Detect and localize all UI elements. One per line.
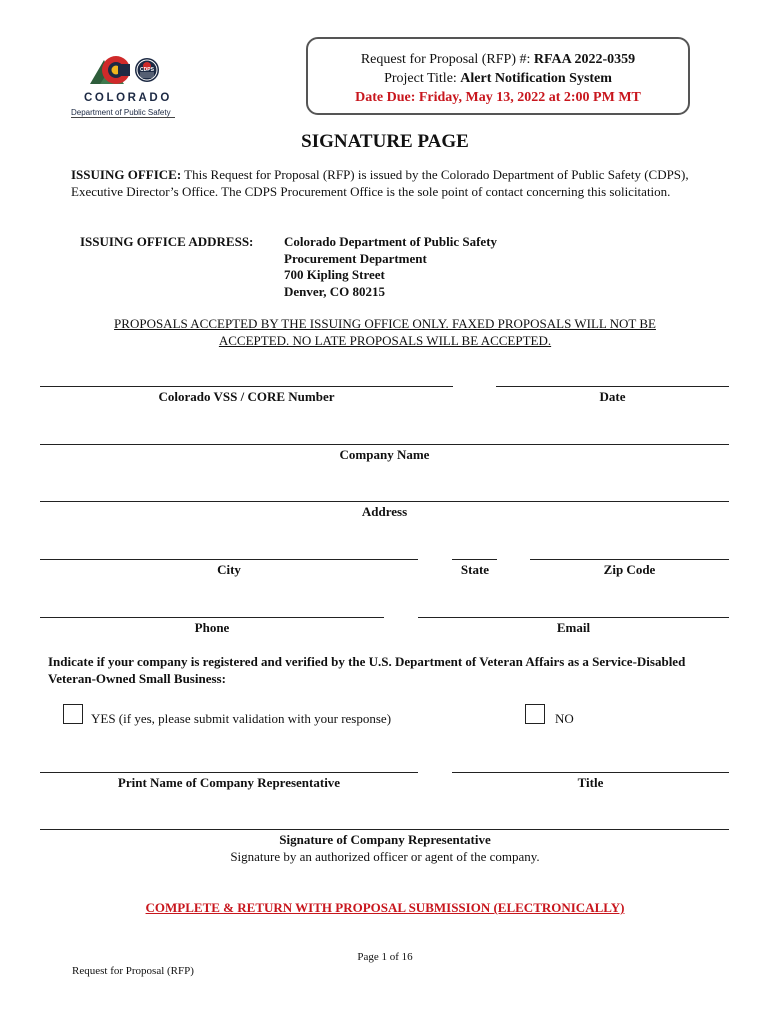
no-option-label: NO	[555, 711, 574, 726]
signature-label: Signature of Company Representative	[279, 832, 491, 847]
colorado-cdps-logo	[70, 50, 192, 122]
rfp-number-line	[308, 50, 688, 69]
phone-field[interactable]	[40, 617, 384, 618]
date-field[interactable]	[496, 386, 729, 387]
print-name-label: Print Name of Company Representative	[117, 775, 341, 790]
veteran-question: Indicate if your company is registered and verified by the U.S. Department of Veteran Affairs as a Service-Disabled Veteran-Owned Small Business:	[48, 654, 686, 686]
due-date: Date Due: Friday, May 13, 2022 at 2:00 PM MT	[355, 90, 641, 105]
notice-line: PROPOSALS ACCEPTED BY THE ISSUING OFFICE ONLY. FAXED PROPOSALS WILL NOT BE	[114, 316, 656, 331]
submission-notice	[0, 316, 770, 349]
address-line: Denver, CO 80215	[284, 283, 385, 299]
return-instruction: COMPLETE & RETURN WITH PROPOSAL SUBMISSION (ELECTRONICALLY)	[145, 900, 625, 915]
address-line: Colorado Department of Public Safety	[284, 234, 498, 249]
rfp-number: RFAA 2022-0359	[533, 52, 636, 67]
logo-department: Department of Public Safety	[71, 108, 175, 118]
company-name-label: Company Name	[339, 447, 430, 462]
print-name-field[interactable]	[40, 772, 418, 773]
address-field[interactable]	[40, 501, 729, 502]
issuing-address	[284, 234, 497, 300]
company-name-field[interactable]	[40, 444, 729, 445]
email-field[interactable]	[418, 617, 729, 618]
city-field[interactable]	[40, 559, 418, 560]
issuing-office-text: This Request for Proposal (RFP) is issued by the Colorado Department of Public Safety (CDPS), Executive Director’s Office. The CDPS Procurement Office is the sole point of contact concerning this solicitation.	[71, 167, 689, 199]
notice-line: ACCEPTED. NO LATE PROPOSALS WILL BE ACCEPTED.	[218, 332, 552, 348]
title-label: Title	[577, 775, 604, 790]
issuing-office-paragraph	[71, 167, 711, 200]
zip-code-field[interactable]	[530, 559, 729, 560]
yes-option-label: YES (if yes, please submit validation with your response)	[91, 711, 392, 726]
project-label: Project Title:	[384, 71, 461, 86]
signature-field[interactable]	[40, 829, 729, 830]
email-label: Email	[556, 620, 591, 635]
page-number: Page 1 of 16	[357, 951, 413, 963]
logo-wordmark: COLORADO	[84, 92, 172, 104]
vss-number-label: Colorado VSS / CORE Number	[158, 389, 335, 404]
state-label: State	[460, 562, 490, 577]
state-field[interactable]	[452, 559, 497, 560]
zip-code-label: Zip Code	[603, 562, 656, 577]
address-line: 700 Kipling Street	[284, 267, 385, 282]
project-title: Alert Notification System	[460, 71, 612, 86]
address-field-label: Address	[361, 504, 408, 519]
logo-mark-icon	[70, 50, 192, 94]
page-footer: Request for Proposal (RFP)	[72, 965, 194, 977]
seal-text: CDPS	[140, 67, 154, 73]
title-field[interactable]	[452, 772, 729, 773]
address-line: Procurement Department	[284, 250, 427, 266]
signature-subtext: Signature by an authorized officer or agent of the company.	[230, 849, 540, 864]
issuing-office-label: ISSUING OFFICE:	[71, 167, 182, 182]
phone-label: Phone	[194, 620, 230, 635]
no-checkbox[interactable]	[525, 704, 545, 724]
vss-number-field[interactable]	[40, 386, 453, 387]
date-label: Date	[599, 389, 626, 404]
rfp-label: Request for Proposal (RFP) #:	[360, 52, 534, 67]
address-label: ISSUING OFFICE ADDRESS:	[80, 234, 254, 249]
page-title: SIGNATURE PAGE	[301, 131, 469, 152]
project-title-line	[308, 69, 688, 88]
yes-checkbox[interactable]	[63, 704, 83, 724]
rfp-header-box	[306, 37, 690, 115]
city-label: City	[217, 562, 241, 577]
